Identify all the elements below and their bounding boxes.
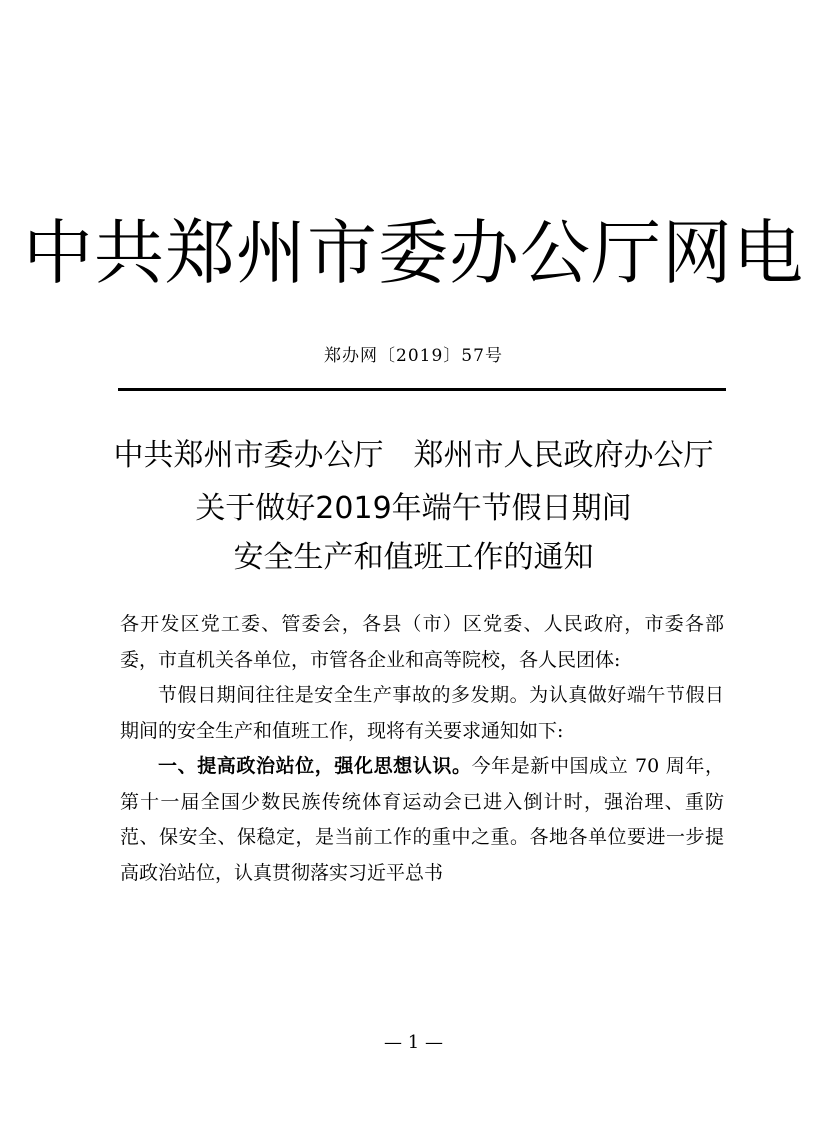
- section-1-paragraph: [120, 749, 724, 891]
- section-1-text: 今年是新中国成立 70 周年，第十一届全国少数民族传统体育运动会已进入倒计时，强治理、重防范、保安全、保稳定，是当前工作的重中之重。各地各单位要进一步提高政治站位，认真贯彻落实习近平总书: [120, 755, 724, 884]
- document-body: [120, 607, 724, 891]
- page-number: — 1 —: [384, 1032, 443, 1053]
- header-divider: [118, 388, 726, 391]
- document-number: 郑办网〔2019〕57号: [324, 346, 503, 366]
- section-1-heading: 一、提高政治站位，强化思想认识。: [158, 755, 472, 777]
- intro-paragraph: 节假日期间往往是安全生产事故的多发期。为认真做好端午节假日期间的安全生产和值班工作，现将有关要求通知如下:: [120, 684, 724, 742]
- notice-title-line-3: 安全生产和值班工作的通知: [233, 540, 594, 575]
- notice-title-line-2: 关于做好2019年端午节假日期间: [195, 491, 632, 526]
- recipients-paragraph: 各开发区党工委、管委会，各县（市）区党委、人民政府，市委各部委，市直机关各单位，市管各企业和高等院校，各人民团体:: [120, 613, 724, 671]
- masthead-title: 中共郑州市委办公厅网电: [23, 212, 804, 294]
- notice-title-line-1: 中共郑州市委办公厅 郑州市人民政府办公厅: [113, 438, 714, 473]
